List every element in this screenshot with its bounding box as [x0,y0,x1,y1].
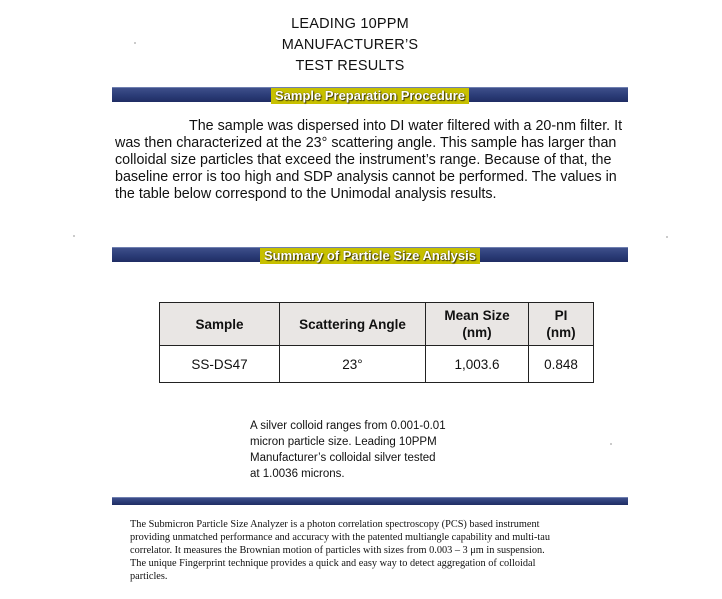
table-header-row [160,303,594,346]
cell-scattering-angle: 23° [280,346,426,383]
scan-speck [73,235,75,237]
footer-line: The Submicron Particle Size Analyzer is a photon correlation spectroscopy (PCS) based instrument [130,519,540,530]
header-mean-size-unit: (nm) [462,325,492,340]
note-line: Manufacturer’s colloidal silver tested [250,452,436,464]
scan-speck [610,443,612,445]
procedure-paragraph: The sample was dispersed into DI water filtered with a 20-nm filter. It was then characterized at the 23° scattering angle. This sample has larger than colloidal size particles that exceed the instrument’s range. Because of that, the baseline error is too high and SDP analysis cannot be performed. The values in the table below correspond to the Unimodal analysis results. [115,118,623,202]
title-line: LEADING 10PPM [291,16,409,32]
analyzer-description [130,518,630,583]
document-title [0,14,700,77]
title-line: MANUFACTURER’S [281,37,419,53]
footer-divider-band [112,497,628,505]
header-sample: Sample [160,303,280,346]
footer-line: correlator. It measures the Brownian motion of particles with sizes from 0.003 – 3 μm in suspension. [130,545,545,556]
header-mean-size [426,303,529,346]
scan-speck [666,236,668,238]
footer-line: providing unmatched performance and accuracy with the patented multiangle capability and multi-tau [130,532,551,543]
scan-speck [134,42,136,44]
cell-pi: 0.848 [529,346,594,383]
footer-line: The unique Fingerprint technique provides a quick and easy way to detect aggregation of colloidal [130,558,536,569]
table-row [160,346,594,383]
title-line: TEST RESULTS [295,58,405,74]
header-pi-label: PI [554,308,568,323]
section-header-summary [112,247,628,262]
silver-colloid-note [250,418,510,482]
cell-mean-size: 1,003.6 [426,346,529,383]
footer-line: particles. [130,571,168,582]
header-pi [529,303,594,346]
section-heading: Summary of Particle Size Analysis [260,248,480,264]
header-scattering-angle: Scattering Angle [280,303,426,346]
header-mean-size-label: Mean Size [444,308,510,323]
section-header-sample-preparation [112,87,628,102]
header-pi-unit: (nm) [546,325,576,340]
note-line: at 1.0036 microns. [250,468,345,480]
note-line: A silver colloid ranges from 0.001-0.01 [250,420,446,432]
cell-sample: SS-DS47 [160,346,280,383]
note-line: micron particle size. Leading 10PPM [250,436,437,448]
particle-size-table [159,302,594,383]
section-heading: Sample Preparation Procedure [271,88,469,104]
